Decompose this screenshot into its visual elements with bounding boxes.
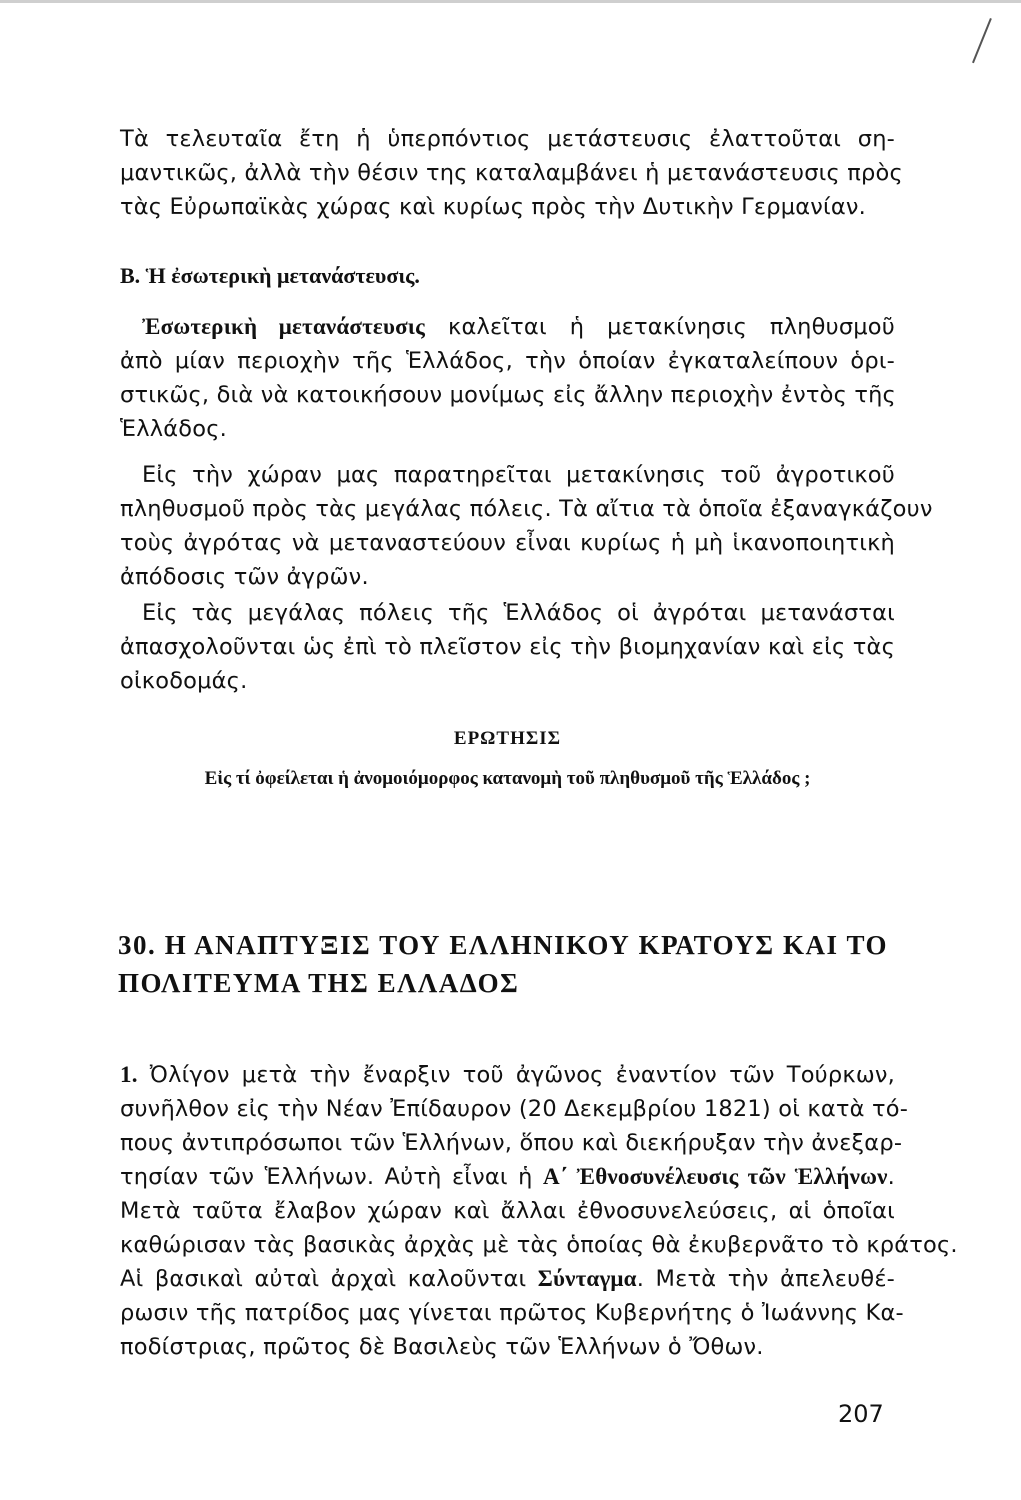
intro-paragraph bbox=[120, 122, 903, 224]
section-heading: Β. Ἡ ἐσωτερικὴ μετανάστευσις. bbox=[120, 263, 420, 288]
text-line: ποδίστριας, πρῶτος δὲ Βασιλεὺς τῶν Ἑλλήνων ὁ Ὄθων. bbox=[120, 1334, 764, 1360]
text-fragment: . Μετὰ τὴν ἀπελευθέ- bbox=[636, 1266, 895, 1292]
scan-top-edge bbox=[0, 0, 1021, 3]
text-line: Τὰ τελευταῖα ἔτη ἡ ὑπερπόντιος μετάστευσις ἐλαττοῦται ση- bbox=[120, 126, 895, 152]
question-text: Εἰς τί ὀφείλεται ἡ ἀνομοιόμορφος κατανομὴ τοῦ πληθυσμοῦ τῆς Ἑλλάδος ; bbox=[204, 768, 811, 789]
text-line: πους ἀντιπρόσωποι τῶν Ἑλλήνων, ὅπου καὶ διεκήρυξαν τὴν ἀνεξαρ- bbox=[120, 1130, 903, 1156]
text-line bbox=[120, 1058, 895, 1092]
text-line: οἰκοδομάς. bbox=[120, 668, 248, 694]
text-fragment: καλεῖται ἡ μετακίνησις πληθυσμοῦ bbox=[448, 314, 895, 340]
text-line: τὰς Εὐρωπαϊκὰς χώρας καὶ κυρίως πρὸς τὴν Δυτικὴν Γερμανίαν. bbox=[120, 194, 867, 220]
text-line: συνῆλθον εἰς τὴν Νέαν Ἐπίδαυρον (20 Δεκεμβρίου 1821) οἱ κατὰ τό- bbox=[120, 1096, 909, 1122]
pencil-mark bbox=[972, 18, 992, 63]
text-line bbox=[120, 1262, 895, 1296]
text-line: Εἰς τὴν χώραν μας παρατηρεῖται μετακίνησις τοῦ ἀγροτικοῦ bbox=[142, 462, 895, 488]
text-line: ἀπόδοσις τῶν ἀγρῶν. bbox=[120, 564, 369, 590]
text-line: ἀπὸ μίαν περιοχὴν τῆς Ἑλλάδος, τὴν ὁποίαν ἐγκαταλείπουν ὁρι- bbox=[120, 348, 895, 374]
bold-term: Σύνταγμα bbox=[537, 1266, 637, 1291]
text-line bbox=[120, 1160, 895, 1194]
chapter-title bbox=[118, 926, 888, 1002]
chapter-title-line: ΠΟΛΙΤΕΥΜΑ ΤΗΣ ΕΛΛΑΔΟΣ bbox=[118, 968, 520, 998]
text-line: Ἑλλάδος. bbox=[120, 416, 227, 442]
text-line: μαντικῶς, ἀλλὰ τὴν θέσιν της καταλαμβάνει ἡ μετανάστευσις πρὸς bbox=[120, 160, 903, 186]
text-line: Μετὰ ταῦτα ἔλαβον χώραν καὶ ἄλλαι ἐθνοσυνελεύσεις, αἱ ὁποῖαι bbox=[120, 1198, 895, 1224]
text-fragment: τησίαν τῶν Ἑλλήνων. Αὐτὴ εἶναι ἡ bbox=[120, 1164, 533, 1190]
bold-term: Α΄ Ἐθνοσυνέλευσις τῶν Ἑλλήνων bbox=[542, 1164, 888, 1189]
page-number: 207 bbox=[838, 1400, 884, 1428]
text-line: πληθυσμοῦ πρὸς τὰς μεγάλας πόλεις. Τὰ αἴτια τὰ ὁποῖα ἐξαναγκάζουν bbox=[120, 496, 933, 522]
text-fragment: . bbox=[887, 1164, 895, 1190]
text-fragment: Αἱ βασικαὶ αὐταὶ ἀρχαὶ καλοῦνται bbox=[120, 1266, 527, 1292]
chapter-title-line: 30. Η ΑΝΑΠΤΥΞΙΣ ΤΟΥ ΕΛΛΗΝΙΚΟΥ ΚΡΑΤΟΥΣ ΚΑΙ ΤΟ bbox=[118, 930, 888, 960]
text-line: ρωσιν τῆς πατρίδος μας γίνεται πρῶτος Κυβερνήτης ὁ Ἰωάννης Κα- bbox=[120, 1300, 904, 1326]
text-fragment: Ὀλίγον μετὰ τὴν ἔναρξιν τοῦ ἀγῶνος ἐναντίον τῶν Τούρκων, bbox=[149, 1062, 895, 1088]
paragraph-rural-movement bbox=[120, 458, 933, 594]
text-line bbox=[120, 310, 895, 344]
question-title: ΕΡΩΤΗΣΙΣ bbox=[453, 728, 562, 749]
paragraph-number: 1. bbox=[120, 1062, 138, 1087]
text-line: Εἰς τὰς μεγάλας πόλεις τῆς Ἑλλάδος οἱ ἀγρόται μετανάσται bbox=[142, 600, 895, 626]
paragraph-urban-work bbox=[120, 596, 895, 698]
paragraph-constitution bbox=[120, 1058, 958, 1364]
bold-term: Ἐσωτερικὴ μετανάστευσις bbox=[142, 314, 426, 339]
text-line: καθώρισαν τὰς βασικὰς ἀρχὰς μὲ τὰς ὁποίας θὰ ἐκυβερνᾶτο τὸ κράτος. bbox=[120, 1232, 958, 1258]
text-line: τοὺς ἀγρότας νὰ μεταναστεύουν εἶναι κυρίως ἡ μὴ ἱκανοποιητικὴ bbox=[120, 530, 895, 556]
text-line: ἀπασχολοῦνται ὡς ἐπὶ τὸ πλεῖστον εἰς τὴν βιομηχανίαν καὶ εἰς τὰς bbox=[120, 634, 895, 660]
paragraph-internal-migration bbox=[120, 310, 895, 446]
text-line: στικῶς, διὰ νὰ κατοικήσουν μονίμως εἰς ἄλλην περιοχὴν ἐντὸς τῆς bbox=[120, 382, 896, 408]
